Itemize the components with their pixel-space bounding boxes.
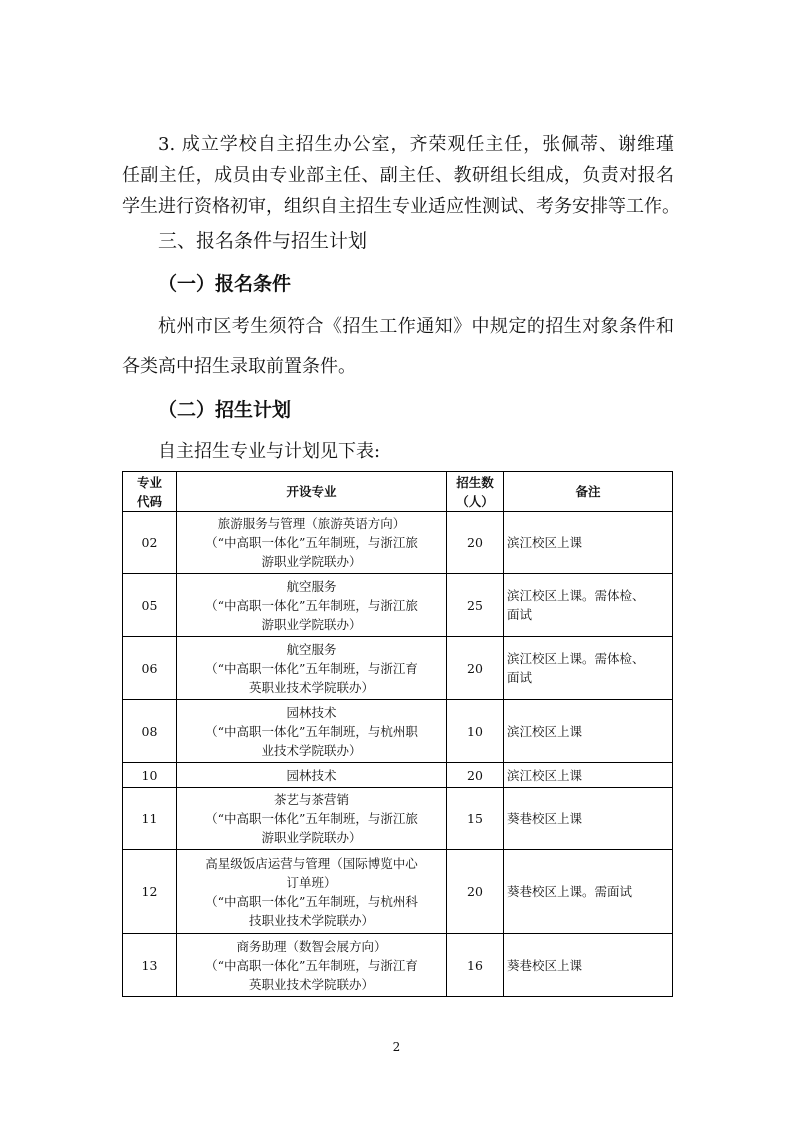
cell-major: 园林技术: [177, 763, 447, 788]
cell-code: 02: [123, 512, 177, 574]
cell-note: 滨江校区上课: [504, 700, 673, 763]
cell-major: 高星级饭店运营与管理（国际博览中心 订单班） （“中高职一体化”五年制班，与杭州科 技职业技术学院联办）: [177, 850, 447, 934]
section-heading: 三、报名条件与招生计划: [158, 230, 368, 252]
table-row: [123, 700, 673, 763]
enrollment-plan-table: [122, 471, 673, 997]
table-intro: 自主招生专业与计划见下表:: [158, 441, 381, 462]
cell-note: 葵巷校区上课。需面试: [504, 850, 673, 934]
paragraph-line: 各类高中招生录取前置条件。: [122, 356, 356, 377]
table-header-row: [123, 472, 673, 512]
table-row: [123, 788, 673, 850]
cell-major: 旅游服务与管理（旅游英语方向） （“中高职一体化”五年制班，与浙江旅 游职业学院联办）: [177, 512, 447, 574]
cell-major: 航空服务 （“中高职一体化”五年制班，与浙江育 英职业技术学院联办）: [177, 637, 447, 700]
cell-note: 滨江校区上课: [504, 512, 673, 574]
cell-code: 08: [123, 700, 177, 763]
cell-code: 11: [123, 788, 177, 850]
page-number: 2: [392, 1040, 401, 1054]
cell-count: 25: [447, 574, 504, 637]
header-major: 开设专业: [177, 472, 447, 512]
cell-major: 航空服务 （“中高职一体化”五年制班，与浙江旅 游职业学院联办）: [177, 574, 447, 637]
cell-count: 20: [447, 850, 504, 934]
paragraph-line: 学生进行资格初审，组织自主招生专业适应性测试、考务安排等工作。: [122, 196, 680, 217]
cell-code: 13: [123, 934, 177, 997]
table-row: [123, 637, 673, 700]
table-row: [123, 512, 673, 574]
cell-code: 06: [123, 637, 177, 700]
paragraph-line: 3. 成立学校自主招生办公室，齐荣观任主任，张佩蒂、谢维瑾: [158, 134, 674, 155]
cell-note: 葵巷校区上课: [504, 934, 673, 997]
cell-count: 10: [447, 700, 504, 763]
cell-note: 滨江校区上课: [504, 763, 673, 788]
cell-code: 12: [123, 850, 177, 934]
cell-count: 15: [447, 788, 504, 850]
subsection-heading-plan: （二）招生计划: [158, 399, 292, 421]
subsection-heading-requirements: （一）报名条件: [158, 273, 292, 295]
cell-count: 20: [447, 512, 504, 574]
cell-code: 10: [123, 763, 177, 788]
header-note: 备注: [504, 472, 673, 512]
table-row: [123, 850, 673, 934]
table-row: [123, 934, 673, 997]
cell-major: 商务助理（数智会展方向） （“中高职一体化”五年制班，与浙江育 英职业技术学院联办）: [177, 934, 447, 997]
cell-count: 20: [447, 637, 504, 700]
table-row: [123, 574, 673, 637]
cell-major: 园林技术 （“中高职一体化”五年制班，与杭州职 业技术学院联办）: [177, 700, 447, 763]
cell-code: 05: [123, 574, 177, 637]
header-count: 招生数 （人）: [447, 472, 504, 512]
paragraph-line: 任副主任，成员由专业部主任、副主任、教研组长组成，负责对报名: [122, 165, 674, 186]
table-row: [123, 763, 673, 788]
paragraph-line: 杭州市区考生须符合《招生工作通知》中规定的招生对象条件和: [158, 316, 674, 337]
header-code: 专业 代码: [123, 472, 177, 512]
cell-count: 16: [447, 934, 504, 997]
cell-note: 滨江校区上课。需体检、 面试: [504, 574, 673, 637]
cell-count: 20: [447, 763, 504, 788]
cell-note: 滨江校区上课。需体检、 面试: [504, 637, 673, 700]
cell-major: 茶艺与茶营销 （“中高职一体化”五年制班，与浙江旅 游职业学院联办）: [177, 788, 447, 850]
cell-note: 葵巷校区上课: [504, 788, 673, 850]
